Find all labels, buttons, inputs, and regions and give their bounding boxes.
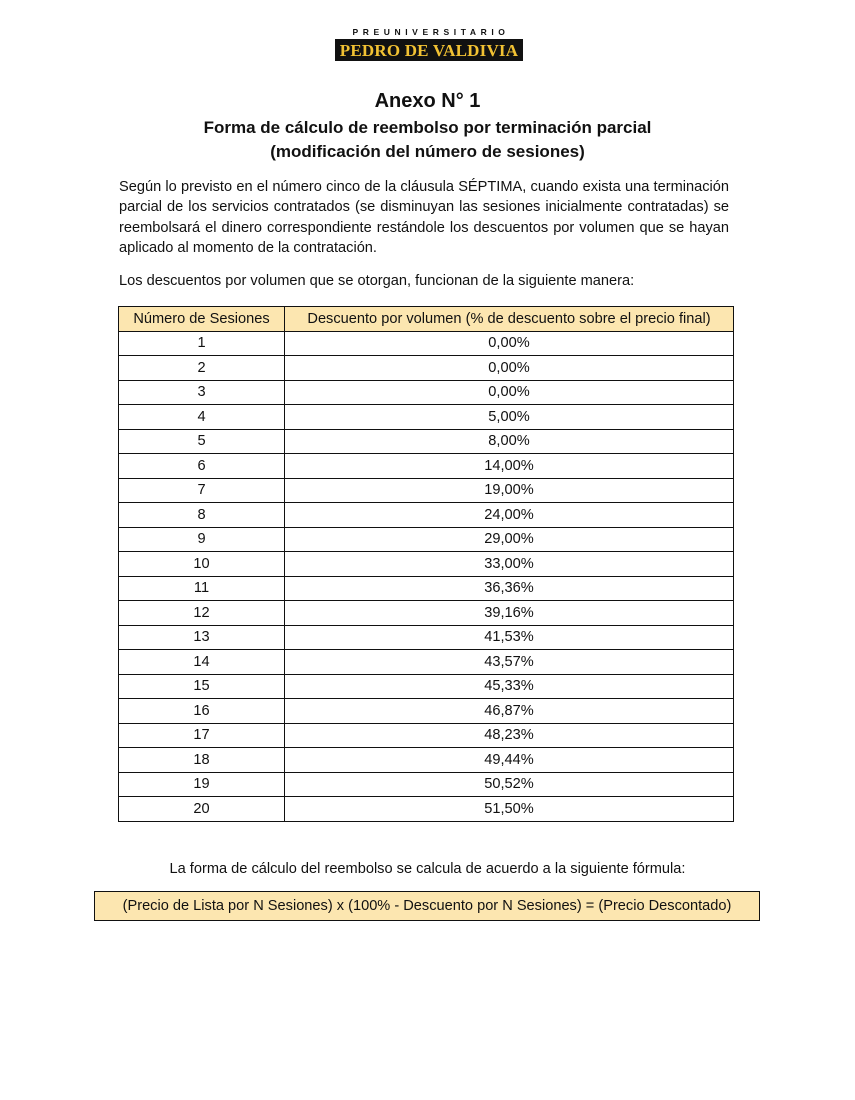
cell-discount: 14,00%	[285, 454, 734, 479]
table-row	[119, 503, 734, 528]
cell-discount: 0,00%	[285, 331, 734, 356]
cell-discount: 0,00%	[285, 356, 734, 381]
cell-sessions: 16	[119, 699, 285, 724]
cell-sessions: 11	[119, 576, 285, 601]
cell-discount: 48,23%	[285, 723, 734, 748]
table-row	[119, 625, 734, 650]
table-row	[119, 478, 734, 503]
discount-table	[118, 306, 734, 822]
cell-discount: 39,16%	[285, 601, 734, 626]
cell-sessions: 8	[119, 503, 285, 528]
logo	[335, 26, 523, 61]
cell-sessions: 20	[119, 797, 285, 822]
cell-discount: 41,53%	[285, 625, 734, 650]
table-row	[119, 429, 734, 454]
cell-sessions: 18	[119, 748, 285, 773]
table-row	[119, 380, 734, 405]
table-row	[119, 797, 734, 822]
formula-lead: La forma de cálculo del reembolso se calcula de acuerdo a la siguiente fórmula:	[169, 861, 686, 877]
cell-sessions: 9	[119, 527, 285, 552]
table-row	[119, 674, 734, 699]
table-row	[119, 356, 734, 381]
cell-sessions: 12	[119, 601, 285, 626]
cell-discount: 8,00%	[285, 429, 734, 454]
cell-sessions: 6	[119, 454, 285, 479]
cell-sessions: 1	[119, 331, 285, 356]
intro-paragraph: Según lo previsto en el número cinco de la cláusula SÉPTIMA, cuando exista una terminación parcial de los servicios contratados (se disminuyan las sesiones inicialmente contratadas) se reembolsará el dinero correspondiente restándole los descuentos por volumen que se hayan aplicado al momento de la contratación.	[119, 179, 729, 256]
cell-discount: 46,87%	[285, 699, 734, 724]
cell-sessions: 13	[119, 625, 285, 650]
table-row	[119, 772, 734, 797]
cell-sessions: 4	[119, 405, 285, 430]
page-subtitle-line2: (modificación del número de sesiones)	[270, 142, 585, 161]
cell-discount: 19,00%	[285, 478, 734, 503]
table-row	[119, 527, 734, 552]
table-row	[119, 552, 734, 577]
cell-sessions: 10	[119, 552, 285, 577]
cell-sessions: 14	[119, 650, 285, 675]
table-header-row	[119, 307, 734, 332]
cell-sessions: 5	[119, 429, 285, 454]
cell-sessions: 17	[119, 723, 285, 748]
page-title: Anexo N° 1	[374, 90, 481, 112]
table-body	[119, 331, 734, 821]
logo-bottom-text: PEDRO DE VALDIVIA	[335, 39, 523, 61]
cell-discount: 29,00%	[285, 527, 734, 552]
cell-discount: 33,00%	[285, 552, 734, 577]
cell-discount: 50,52%	[285, 772, 734, 797]
header-sessions: Número de Sesiones	[119, 307, 285, 332]
table-row	[119, 650, 734, 675]
cell-discount: 43,57%	[285, 650, 734, 675]
cell-sessions: 2	[119, 356, 285, 381]
cell-sessions: 7	[119, 478, 285, 503]
table-row	[119, 576, 734, 601]
cell-discount: 45,33%	[285, 674, 734, 699]
table-row	[119, 405, 734, 430]
table-lead-paragraph: Los descuentos por volumen que se otorgan, funcionan de la siguiente manera:	[119, 273, 635, 289]
cell-discount: 36,36%	[285, 576, 734, 601]
table-row	[119, 723, 734, 748]
cell-sessions: 15	[119, 674, 285, 699]
table-row	[119, 454, 734, 479]
page-subtitle-line1: Forma de cálculo de reembolso por terminación parcial	[203, 118, 652, 137]
formula-box: (Precio de Lista por N Sesiones) x (100% - Descuento por N Sesiones) = (Precio Descontado)	[94, 891, 760, 921]
header-discount: Descuento por volumen (% de descuento sobre el precio final)	[285, 307, 734, 332]
cell-discount: 0,00%	[285, 380, 734, 405]
cell-discount: 49,44%	[285, 748, 734, 773]
table-row	[119, 748, 734, 773]
cell-discount: 24,00%	[285, 503, 734, 528]
cell-sessions: 19	[119, 772, 285, 797]
cell-sessions: 3	[119, 380, 285, 405]
cell-discount: 51,50%	[285, 797, 734, 822]
cell-discount: 5,00%	[285, 405, 734, 430]
table-row	[119, 331, 734, 356]
logo-top-text: PREUNIVERSITARIO	[352, 27, 510, 37]
table-row	[119, 699, 734, 724]
table-row	[119, 601, 734, 626]
